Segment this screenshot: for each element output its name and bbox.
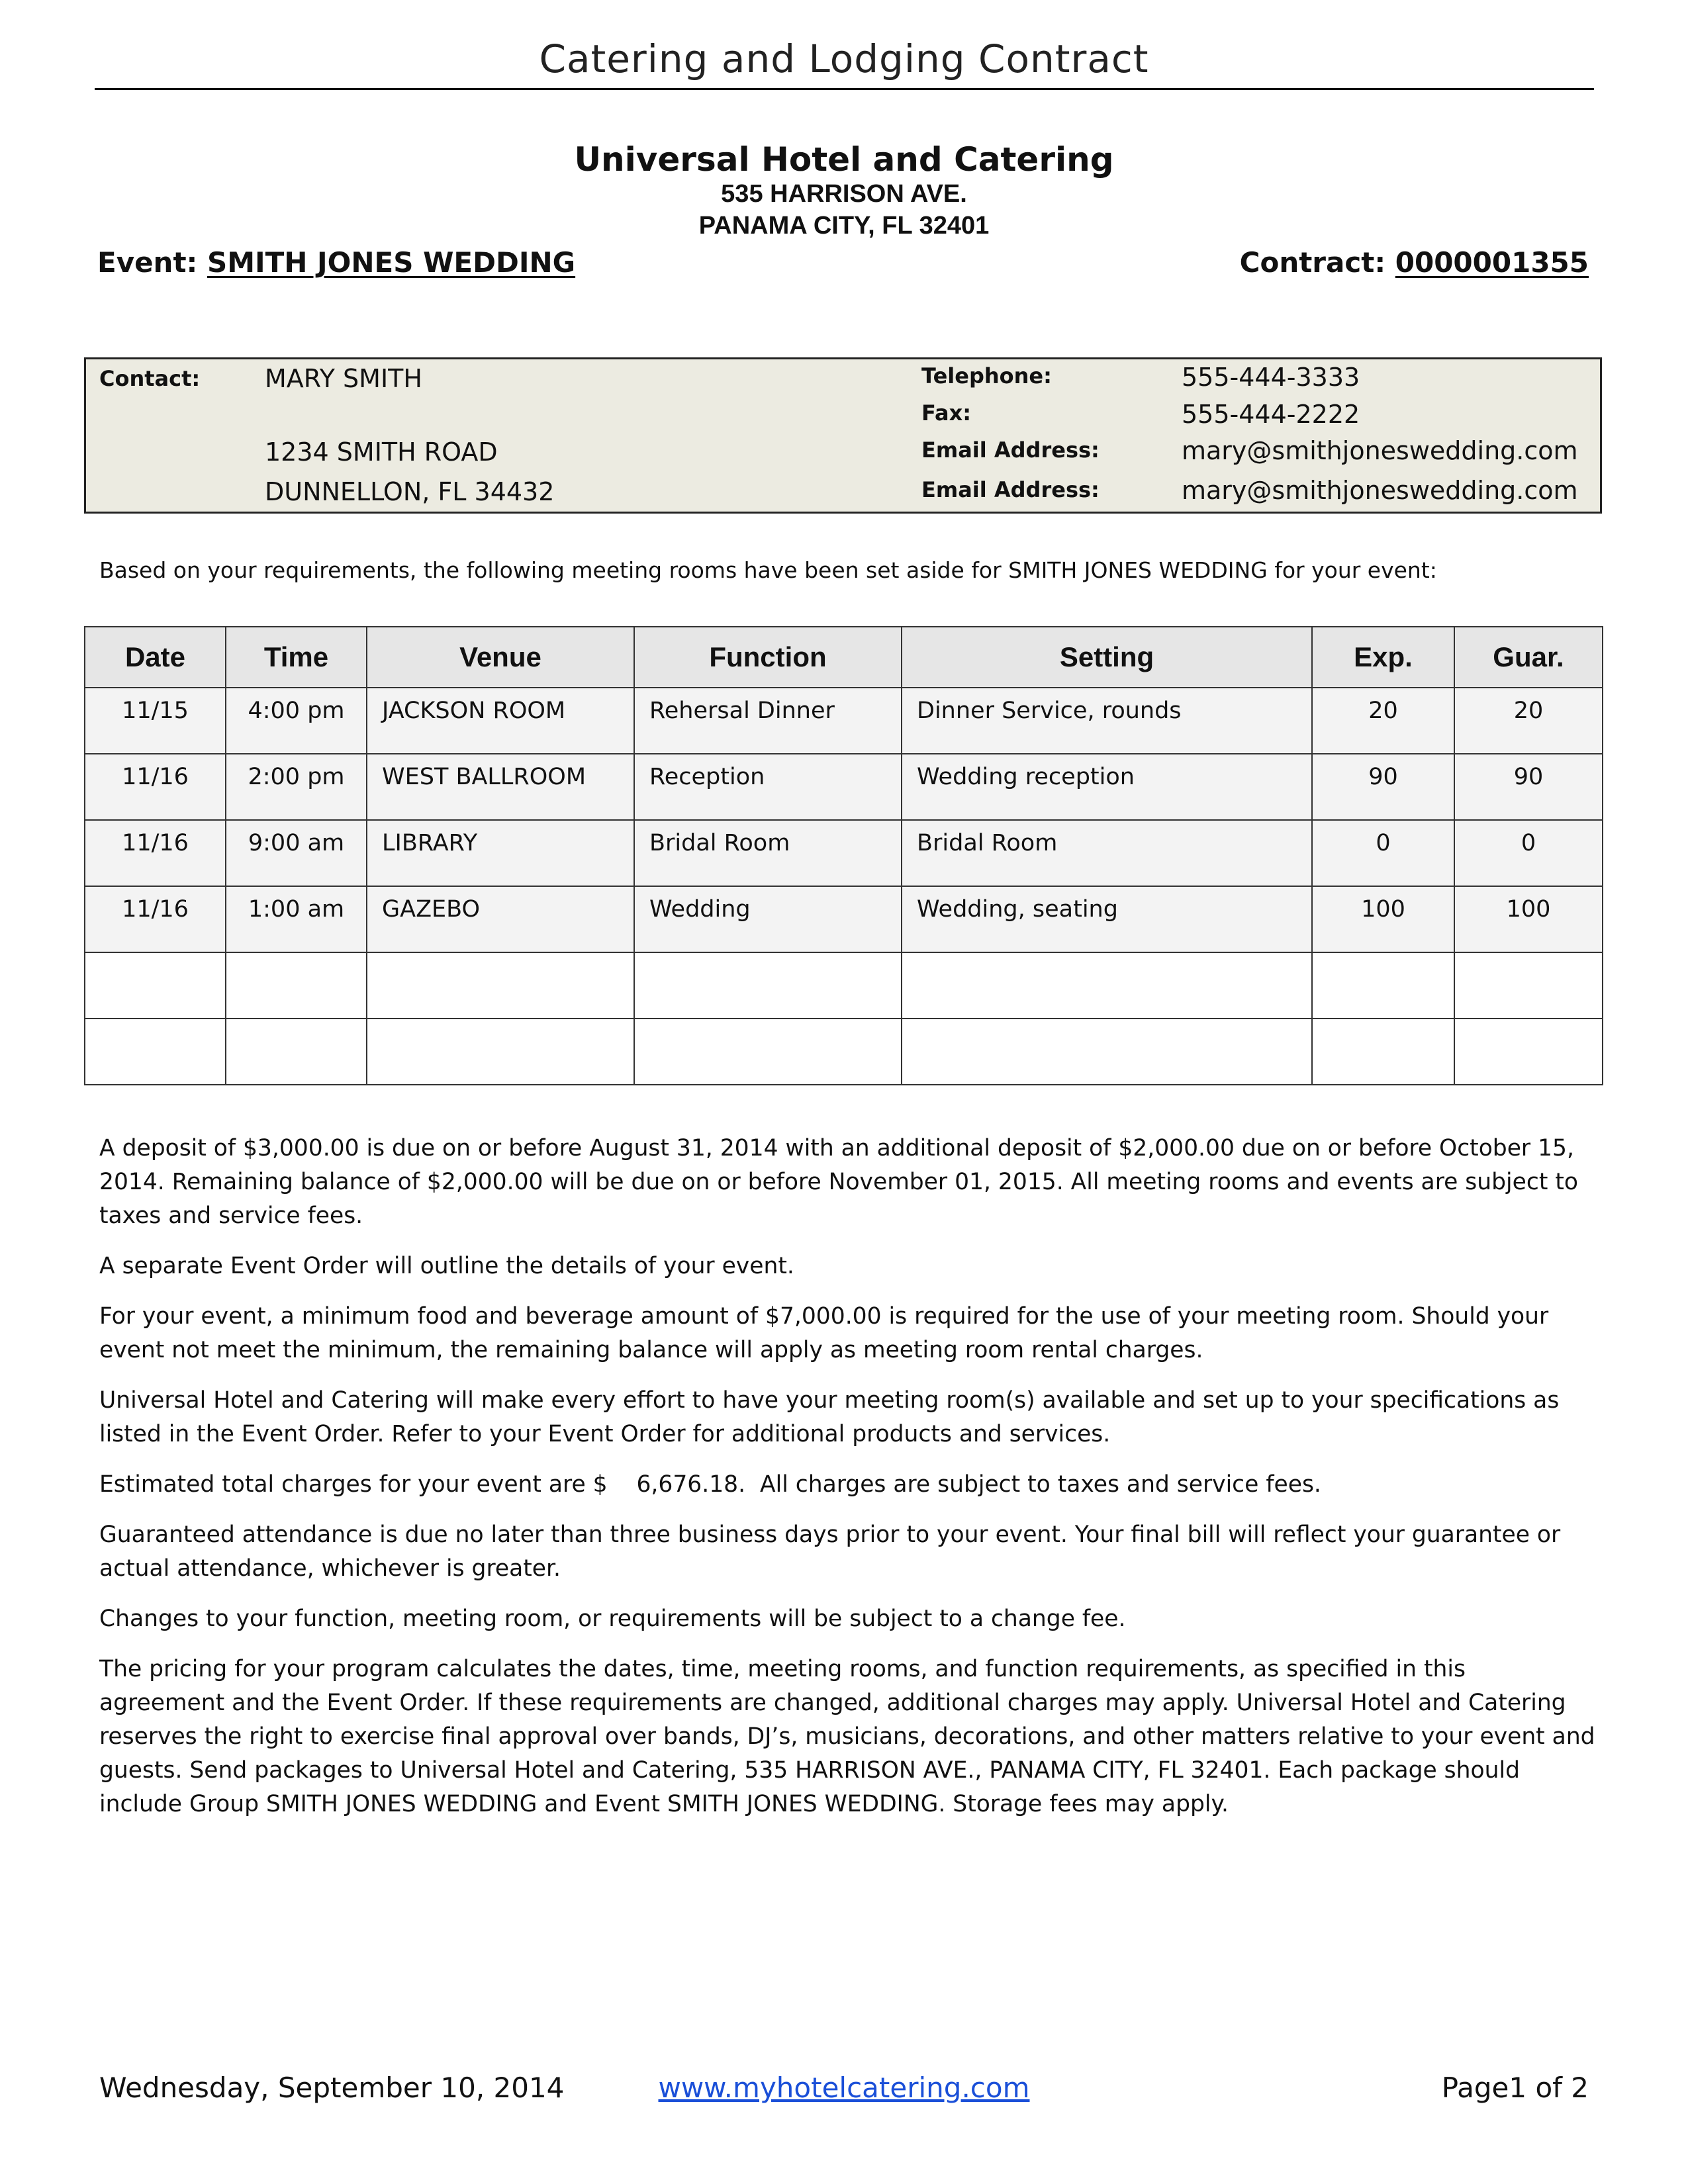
contract-number: 0000001355 <box>1395 246 1589 279</box>
cell-setting: Bridal Room <box>902 820 1312 886</box>
cell-empty <box>634 1019 902 1085</box>
deposit-paragraph: A deposit of $3,000.00 is due on or before August 31, 2014 with an additional deposit of $2,000.00 due on or before October 15, 2014. Remaining balance of $2,000.00 will be due on or before November 01, 2015. All meeting rooms and events are subject to taxes and service fees. <box>99 1135 1578 1229</box>
cell-time: 9:00 am <box>226 820 367 886</box>
cell-date: 11/16 <box>85 754 226 820</box>
cell-empty <box>902 1019 1312 1085</box>
contract-terms <box>99 1132 1595 1838</box>
email-label-2: Email Address: <box>921 477 1100 502</box>
cell-empty <box>226 1019 367 1085</box>
cell-empty <box>85 1019 226 1085</box>
table-header-row <box>85 627 1603 688</box>
cell-expected: 90 <box>1312 754 1454 820</box>
contract-line <box>1240 246 1589 279</box>
telephone-value: 555-444-3333 <box>1182 363 1360 392</box>
cell-function: Wedding <box>634 886 902 952</box>
rooms-intro-text: Based on your requirements, the following meeting rooms have been set aside for SMITH JONES WEDDING for your event: <box>99 557 1437 583</box>
cell-venue: WEST BALLROOM <box>367 754 634 820</box>
column-header-date: Date <box>85 627 226 688</box>
company-name: Universal Hotel and Catering <box>574 140 1114 179</box>
cell-guaranteed: 20 <box>1454 688 1603 754</box>
attendance-paragraph: Guaranteed attendance is due no later than three business days prior to your event. Your final bill will reflect your guarantee or actual attendance, whichever is greater. <box>99 1522 1561 1582</box>
column-header-guaranteed: Guar. <box>1454 627 1603 688</box>
footer-date: Wednesday, September 10, 2014 <box>99 2071 565 2104</box>
event-line <box>97 246 575 279</box>
cell-function: Reception <box>634 754 902 820</box>
column-header-venue: Venue <box>367 627 634 688</box>
cell-guaranteed: 0 <box>1454 820 1603 886</box>
cell-empty <box>226 952 367 1019</box>
table-row <box>85 886 1603 952</box>
pricing-paragraph: The pricing for your program calculates the dates, time, meeting rooms, and function requirements, as specified in this agreement and the Event Order. If these requirements are changed, additional charges may apply. Universal Hotel and Catering reserves the right to exercise final approval over bands, DJ’s, musicians, decorations, and other matters relative to your event and guests. Send packages to Universal Hotel and Catering, 535 HARRISON AVE., PANAMA CITY, FL 32401. Each package should include Group SMITH JONES WEDDING and Event SMITH JONES WEDDING. Storage fees may apply. <box>99 1656 1595 1817</box>
cell-function: Rehersal Dinner <box>634 688 902 754</box>
email-value-2: mary@smithjoneswedding.com <box>1182 476 1578 505</box>
cell-date: 11/15 <box>85 688 226 754</box>
cell-date: 11/16 <box>85 886 226 952</box>
title-divider <box>95 88 1594 90</box>
telephone-label: Telephone: <box>921 363 1052 388</box>
company-address-line1: 535 HARRISON AVE. <box>721 180 967 208</box>
cell-expected: 100 <box>1312 886 1454 952</box>
contact-name: MARY SMITH <box>265 364 422 393</box>
contact-city: DUNNELLON, FL 34432 <box>265 477 555 506</box>
cell-empty <box>634 952 902 1019</box>
cell-time: 1:00 am <box>226 886 367 952</box>
table-row <box>85 688 1603 754</box>
fax-label: Fax: <box>921 400 972 426</box>
change-fee-paragraph: Changes to your function, meeting room, or requirements will be subject to a change fee. <box>99 1606 1126 1632</box>
cell-guaranteed: 90 <box>1454 754 1603 820</box>
cell-venue: LIBRARY <box>367 820 634 886</box>
column-header-expected: Exp. <box>1312 627 1454 688</box>
cell-time: 2:00 pm <box>226 754 367 820</box>
cell-empty <box>367 1019 634 1085</box>
contact-box <box>84 357 1602 514</box>
email-label-1: Email Address: <box>921 437 1100 463</box>
cell-time: 4:00 pm <box>226 688 367 754</box>
table-row <box>85 820 1603 886</box>
table-row-empty <box>85 1019 1603 1085</box>
cell-empty <box>367 952 634 1019</box>
cell-setting: Dinner Service, rounds <box>902 688 1312 754</box>
cell-empty <box>1312 952 1454 1019</box>
footer-website-link[interactable]: www.myhotelcatering.com <box>658 2071 1030 2104</box>
cell-expected: 0 <box>1312 820 1454 886</box>
document-title: Catering and Lodging Contract <box>539 36 1149 81</box>
minimum-paragraph: For your event, a minimum food and beverage amount of $7,000.00 is required for the use of your meeting room. Should your event not meet the minimum, the remaining balance will apply as meeting room rental charges. <box>99 1303 1549 1363</box>
meeting-rooms-table <box>84 626 1603 1085</box>
fax-value: 555-444-2222 <box>1182 400 1360 429</box>
contact-label: Contact: <box>99 366 201 391</box>
cell-expected: 20 <box>1312 688 1454 754</box>
cell-empty <box>902 952 1312 1019</box>
footer-page-number: Page1 of 2 <box>1441 2071 1589 2104</box>
event-name: SMITH JONES WEDDING <box>207 246 576 279</box>
cell-function: Bridal Room <box>634 820 902 886</box>
table-row-empty <box>85 952 1603 1019</box>
cell-guaranteed: 100 <box>1454 886 1603 952</box>
company-address-line2: PANAMA CITY, FL 32401 <box>698 212 990 240</box>
cell-empty <box>85 952 226 1019</box>
setup-paragraph: Universal Hotel and Catering will make every effort to have your meeting room(s) available and set up to your specifications as listed in the Event Order. Refer to your Event Order for additional products and services. <box>99 1387 1560 1447</box>
column-header-time: Time <box>226 627 367 688</box>
estimated-charges-paragraph: Estimated total charges for your event are $ 6,676.18. All charges are subject to taxes and service fees. <box>99 1471 1321 1498</box>
cell-setting: Wedding, seating <box>902 886 1312 952</box>
table-row <box>85 754 1603 820</box>
cell-setting: Wedding reception <box>902 754 1312 820</box>
cell-empty <box>1454 1019 1603 1085</box>
cell-date: 11/16 <box>85 820 226 886</box>
column-header-setting: Setting <box>902 627 1312 688</box>
event-label: Event: <box>97 246 198 279</box>
event-order-paragraph: A separate Event Order will outline the details of your event. <box>99 1253 794 1279</box>
cell-empty <box>1312 1019 1454 1085</box>
contact-street: 1234 SMITH ROAD <box>265 437 498 467</box>
cell-empty <box>1454 952 1603 1019</box>
email-value-1: mary@smithjoneswedding.com <box>1182 436 1578 465</box>
cell-venue: JACKSON ROOM <box>367 688 634 754</box>
column-header-function: Function <box>634 627 902 688</box>
contract-label: Contract: <box>1239 246 1386 279</box>
cell-venue: GAZEBO <box>367 886 634 952</box>
